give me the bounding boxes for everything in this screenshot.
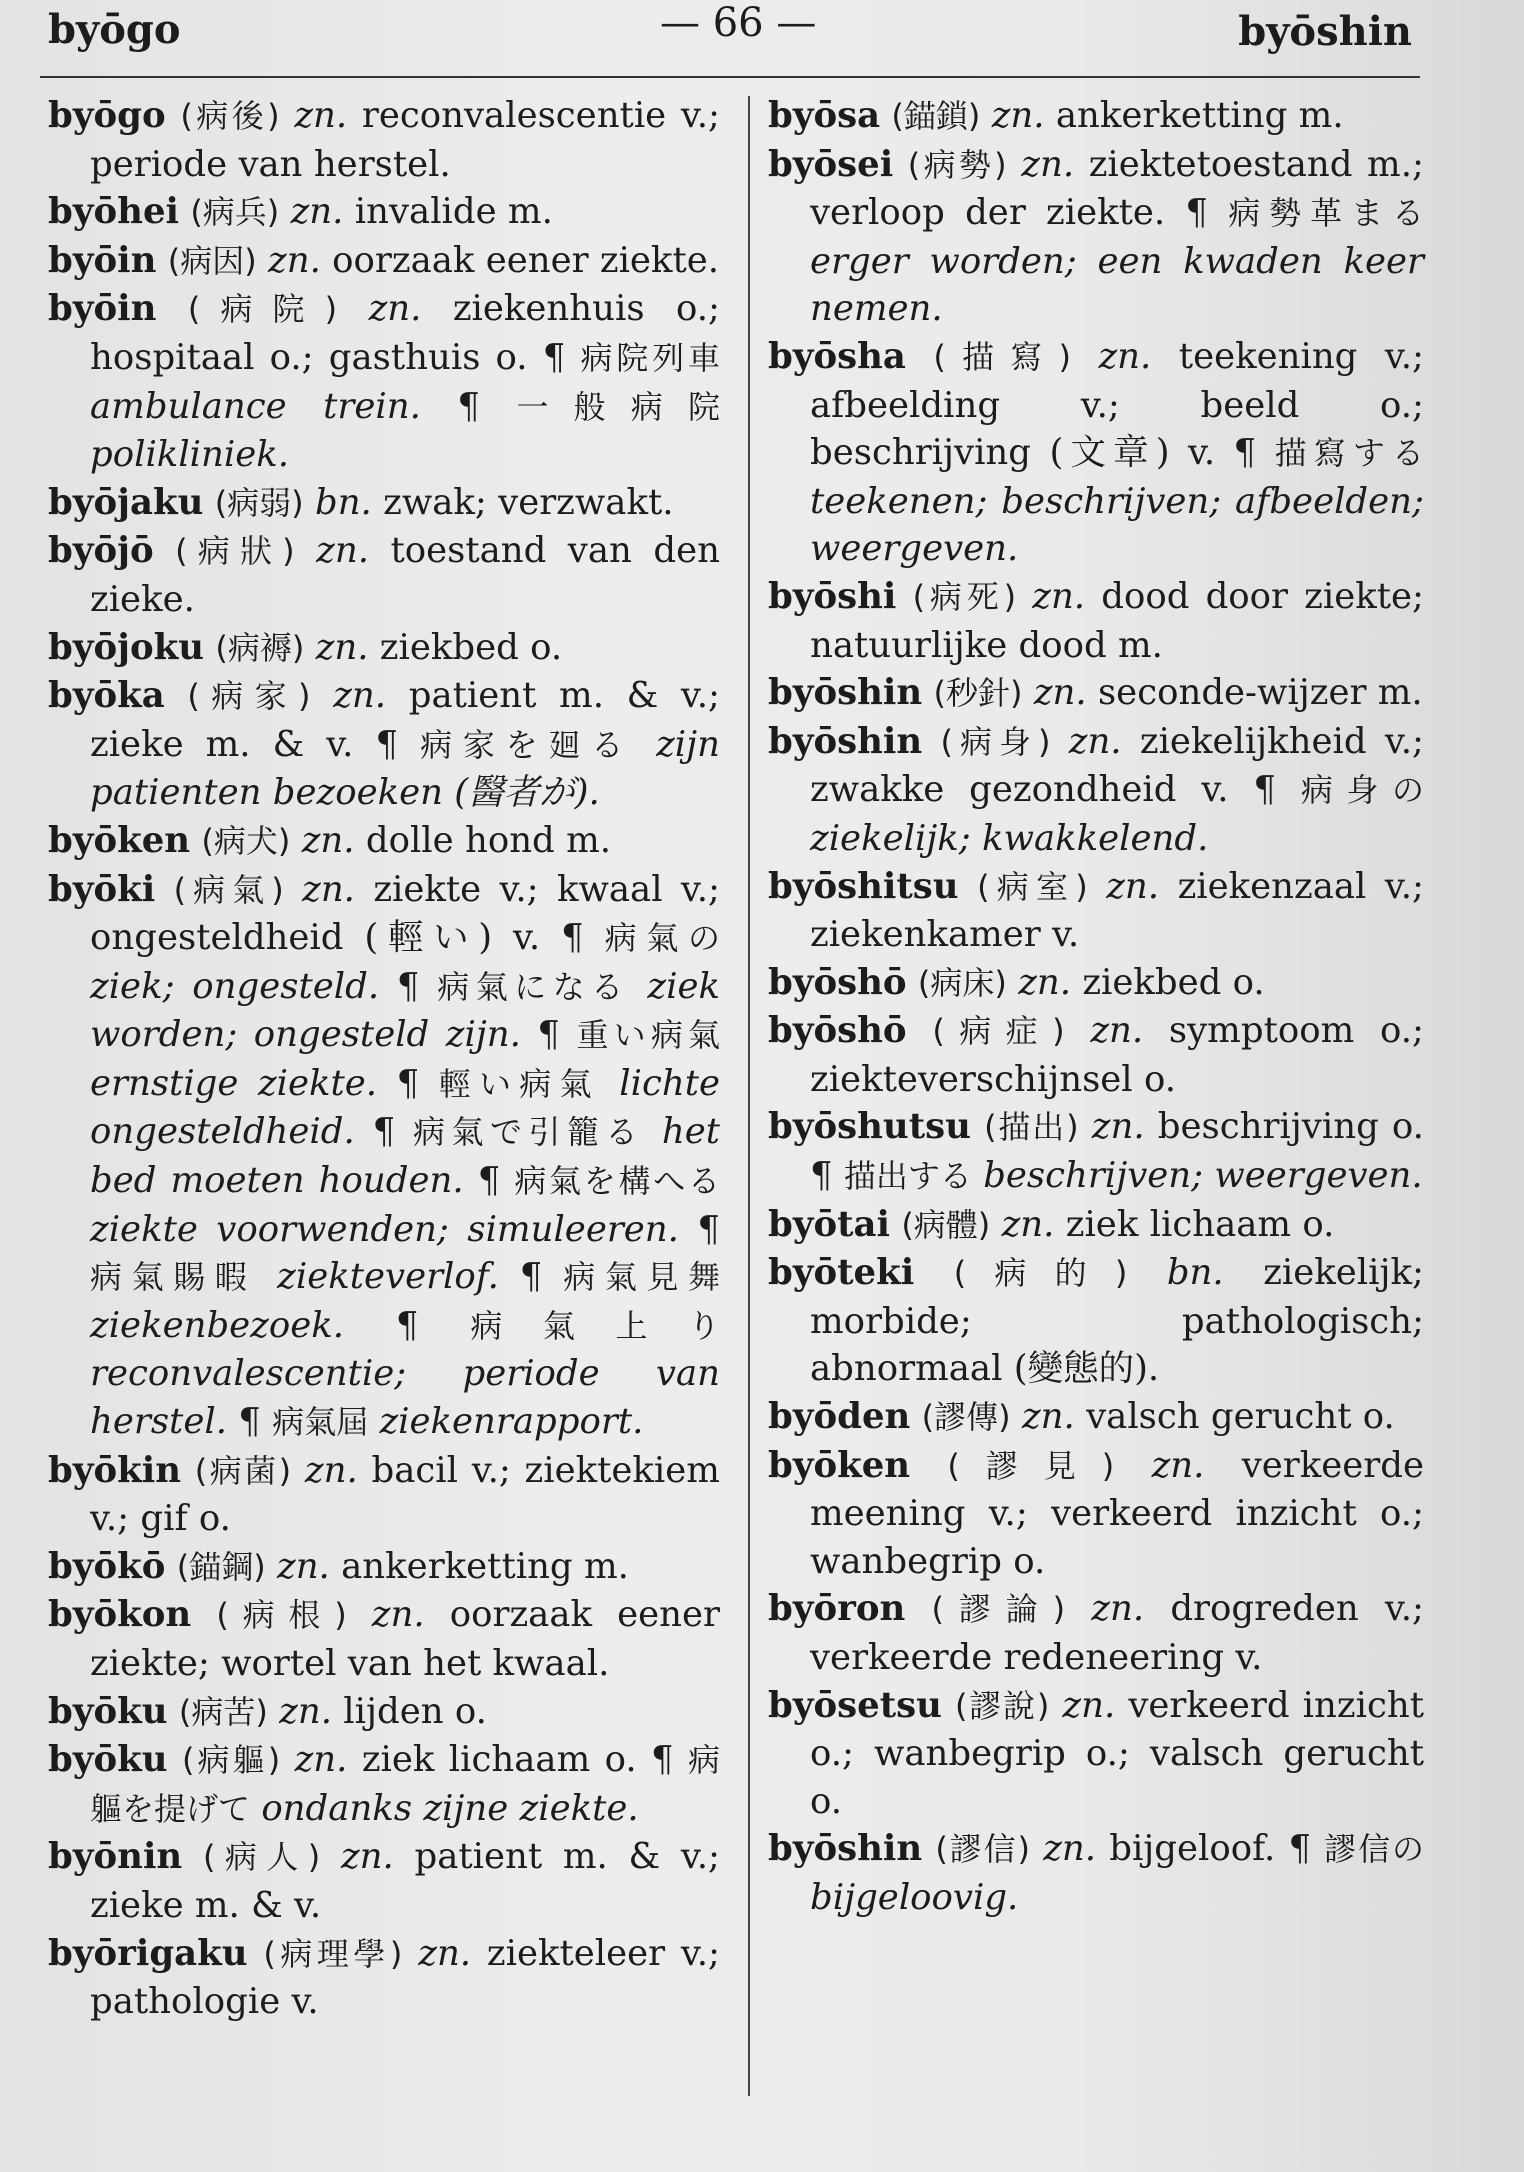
entry-headword: byōnin <box>48 1836 183 1878</box>
dictionary-entry <box>48 1736 720 1833</box>
entry-example: ¶ 描出する beschrijven; weergeven. <box>810 1155 1423 1197</box>
entry-headword: byōkon <box>48 1594 192 1636</box>
entry-definition: bacil v.; ziektekiem v.; gif o. <box>90 1449 720 1540</box>
entry-headword: byōku <box>48 1739 168 1781</box>
example-japanese: 病氣になる <box>437 967 630 1006</box>
entry-definition: ziekelijkheid v.; zwakke gezondheid v. <box>810 720 1424 811</box>
entry-kanji: (病後) <box>180 97 280 135</box>
entry-kanji: (秒針) <box>933 674 1023 713</box>
example-translation: reconvalescentie; periode van herstel. <box>90 1353 720 1443</box>
entry-headword: byōron <box>768 1588 906 1630</box>
entry-kanji: (錨鋼) <box>176 1547 266 1586</box>
entry-kanji: (錨鎖) <box>891 97 981 135</box>
dictionary-entry <box>768 863 1424 959</box>
entry-headword: byōjoku <box>48 626 205 668</box>
left-column <box>48 92 720 2026</box>
entry-kanji: (病理學) <box>263 1934 403 1973</box>
entry-kanji: (描出) <box>984 1108 1079 1147</box>
entry-headword: byōshō <box>768 961 907 1003</box>
entry-headword: byōka <box>48 675 165 717</box>
example-japanese: 病家を廻る <box>420 725 634 764</box>
entry-kanji: (病因) <box>167 241 257 280</box>
example-japanese: 謬信の <box>1324 1830 1424 1869</box>
entry-kanji: (謬說) <box>954 1686 1050 1725</box>
entry-headword: byōteki <box>768 1252 915 1294</box>
entry-grammar: zn. <box>315 626 369 668</box>
entry-example: ¶ 病氣の ziek; ongesteld. <box>90 917 720 1007</box>
entry-headword: byōin <box>48 288 157 330</box>
entry-grammar: zn. <box>1001 1203 1055 1245</box>
example-translation: het bed moeten houden. <box>90 1111 720 1202</box>
entry-example: ¶ 病氣を構へる ziekte voorwenden; simuleeren. <box>90 1160 720 1250</box>
example-translation: ziekte voorwenden; simuleeren. <box>90 1208 679 1250</box>
dictionary-entry <box>768 1442 1424 1586</box>
entry-kanji: (謬傳) <box>921 1398 1011 1437</box>
entry-example: ¶ 重い病氣 ernstige ziekte. <box>90 1014 721 1104</box>
entry-kanji: (描寫) <box>933 337 1071 376</box>
example-translation: ernstige ziekte. <box>90 1062 378 1104</box>
entry-grammar: zn. <box>1091 1588 1145 1630</box>
entry-kanji: (病勢) <box>907 145 1007 184</box>
entry-grammar: zn. <box>302 868 355 910</box>
example-japanese: 病氣上り <box>470 1306 720 1345</box>
entry-kanji: (病的) <box>953 1254 1128 1293</box>
entry-headword: byōrigaku <box>48 1932 248 1974</box>
entry-headword: byōshutsu <box>768 1106 971 1148</box>
entry-grammar: zn. <box>316 530 369 572</box>
entry-kanji: (病兵) <box>190 193 280 232</box>
entry-grammar: bn. <box>1166 1252 1224 1294</box>
entry-kanji: (病死) <box>912 577 1017 616</box>
entry-definition: reconvalescentie v.; periode van herstel. <box>90 95 720 185</box>
dictionary-entry <box>768 333 1424 573</box>
entry-grammar: zn. <box>1068 720 1122 762</box>
dictionary-entry <box>48 672 720 817</box>
example-translation: ziekenbezoek. <box>90 1304 345 1346</box>
entry-headword: byōsetsu <box>768 1684 942 1726</box>
example-translation: lichte ongesteldheid. <box>90 1062 720 1153</box>
entry-grammar: zn. <box>368 288 422 330</box>
entry-grammar: zn. <box>418 1932 472 1974</box>
entry-grammar: zn. <box>333 675 387 717</box>
entry-example: ¶ 病氣で引籠る het bed moeten houden. <box>90 1111 720 1202</box>
example-japanese: 病氣屆 <box>272 1403 369 1442</box>
entry-definition: zwak; verzwakt. <box>383 481 674 523</box>
example-japanese: 一般病院 <box>516 387 720 426</box>
entry-example: ¶ 病氣上り reconvalescentie; periode van herstel. <box>90 1304 720 1443</box>
example-japanese: 病軀を提げて <box>90 1741 720 1828</box>
dictionary-entry <box>768 1249 1424 1393</box>
entry-kanji: (病家) <box>187 677 311 716</box>
entry-grammar: zn. <box>1106 865 1160 907</box>
dictionary-entry <box>768 1393 1424 1442</box>
entry-example: ¶ 病家を廻る zijn patienten bezoeken (醫者が). <box>90 723 720 814</box>
example-japanese: 重い病氣 <box>576 1016 721 1055</box>
entry-definition: ziekbed o. <box>1082 961 1265 1003</box>
entry-definition: oorzaak eener ziekte; wortel van het kwaal. <box>90 1594 720 1684</box>
example-translation: ziek; ongesteld. <box>90 965 380 1007</box>
entry-kanji: (病症) <box>932 1012 1065 1051</box>
entry-headword: byōhei <box>48 191 180 233</box>
page-number: — 66 — <box>660 0 817 46</box>
entry-definition: teekening v.; afbeelding v.; beeld o.; beschrijving (文章) v. <box>810 335 1424 474</box>
dictionary-entry <box>768 1825 1424 1921</box>
entry-example: ¶ 病氣になる ziek worden; ongesteld zijn. <box>90 965 720 1056</box>
dictionary-entry <box>48 237 720 286</box>
entry-headword: byōtai <box>768 1203 891 1245</box>
entry-definition: dolle hond m. <box>365 819 612 861</box>
entry-definition: ziekteleer v.; pathologie v. <box>90 1932 720 2023</box>
entry-definition: patient m. & v.; zieke m. & v. <box>90 1836 720 1926</box>
entry-headword: byōgo <box>48 95 166 136</box>
entry-definition: ziekenzaal v.; ziekenkamer v. <box>810 865 1424 956</box>
example-japanese: 病氣の <box>604 919 720 958</box>
entry-kanji: (病根) <box>216 1596 347 1635</box>
entry-grammar: zn. <box>279 1690 332 1732</box>
dictionary-entry <box>768 573 1424 669</box>
entry-example: ¶ 病身の ziekelijk; kwakkelend. <box>810 769 1424 859</box>
entry-grammar: zn. <box>294 1739 348 1781</box>
dictionary-entry <box>48 1688 720 1737</box>
dictionary-entry <box>48 1543 720 1592</box>
entry-example: ¶ 病軀を提げて ondanks zijne ziekte. <box>90 1739 720 1829</box>
entry-headword: byōshin <box>768 672 923 714</box>
example-translation: erger worden; een kwaden keer nemen. <box>810 240 1424 330</box>
example-japanese: 病氣見舞 <box>563 1258 720 1297</box>
entry-definition: ziekbed o. <box>379 626 563 668</box>
entry-kanji: (病軀) <box>181 1741 281 1780</box>
entry-definition: toestand van den zieke. <box>90 530 720 620</box>
example-translation: teekenen; beschrijven; afbeelden; weergeven. <box>810 480 1424 570</box>
entry-example: ¶ 病氣見舞 ziekenbezoek. <box>90 1256 720 1346</box>
example-translation: ziekteverlof. <box>277 1256 499 1298</box>
entry-headword: byōken <box>768 1444 911 1486</box>
dictionary-entry <box>48 479 720 528</box>
dictionary-entry <box>768 1201 1424 1250</box>
entry-grammar: zn. <box>1098 335 1152 377</box>
dictionary-entry <box>768 718 1424 863</box>
entry-definition: dood door ziekte; natuurlijke dood m. <box>810 575 1424 666</box>
entry-kanji: (病弱) <box>214 483 304 522</box>
entry-kanji: (病氣) <box>173 870 284 909</box>
entry-kanji: (病室) <box>977 867 1088 906</box>
entry-definition: invalide m. <box>354 191 553 233</box>
dictionary-entry <box>768 92 1424 141</box>
entry-headword: byōkin <box>48 1449 182 1491</box>
entry-headword: byōsa <box>768 95 881 136</box>
example-translation: ambulance trein. <box>90 385 421 427</box>
entry-kanji: (病苦) <box>178 1692 268 1731</box>
entry-definition: verkeerde meening v.; verkeerd inzicht o.; wanbegrip o. <box>810 1444 1424 1582</box>
entry-grammar: zn. <box>1021 143 1075 185</box>
entry-headword: byōken <box>48 819 191 861</box>
example-translation: zijn patienten bezoeken (醫者が). <box>90 723 720 814</box>
dictionary-entry <box>48 866 720 1447</box>
dictionary-entry <box>768 141 1424 333</box>
entry-grammar: zn. <box>371 1594 425 1636</box>
dictionary-entry <box>48 527 720 623</box>
entry-definition: ziekte v.; kwaal v.; ongesteldheid (輕い) v. <box>90 868 720 959</box>
entry-example: ¶ 病院列車 ambulance trein. <box>90 336 720 427</box>
entry-grammar: zn. <box>1151 1444 1205 1486</box>
entry-grammar: zn. <box>1021 1396 1075 1438</box>
entry-definition: bijgeloof. <box>1109 1828 1276 1870</box>
entry-definition: ankerketting m. <box>341 1545 629 1587</box>
entry-definition: symptoom o.; ziekteverschijnsel o. <box>810 1010 1424 1100</box>
entry-headword: byōjaku <box>48 481 204 523</box>
entry-headword: byōjō <box>48 530 154 572</box>
example-japanese: 描出する <box>843 1157 972 1196</box>
entry-grammar: zn. <box>1091 1106 1145 1148</box>
example-translation: polikliniek. <box>90 434 290 476</box>
entry-definition: drogreden v.; verkeerde redeneering v. <box>810 1588 1424 1678</box>
entry-headword: byōden <box>768 1396 911 1438</box>
entry-kanji: (謬論) <box>931 1590 1066 1629</box>
entry-kanji: (病人) <box>202 1838 321 1877</box>
example-translation: bijgeloovig. <box>810 1876 1019 1918</box>
entry-grammar: zn. <box>1018 961 1072 1003</box>
entry-headword: byōshō <box>768 1010 907 1052</box>
entry-kanji: (病院) <box>187 290 338 329</box>
entry-definition: valsch gerucht o. <box>1086 1396 1395 1438</box>
entry-grammar: zn. <box>340 1836 394 1878</box>
page-header <box>0 0 1524 80</box>
example-translation: ziek worden; ongesteld zijn. <box>90 965 720 1056</box>
dictionary-entry <box>48 624 720 673</box>
entry-definition: oorzaak eener ziekte. <box>332 239 719 281</box>
entry-kanji: (病體) <box>901 1205 991 1244</box>
example-translation: ziekenrapport. <box>379 1401 644 1443</box>
example-japanese: 輕い病氣 <box>438 1064 600 1103</box>
entry-kanji: (謬見) <box>947 1446 1115 1485</box>
example-japanese: 病勢革まる <box>1228 194 1424 233</box>
entry-kanji: (病犬) <box>201 821 291 860</box>
entry-headword: byōshitsu <box>768 865 959 907</box>
entry-headword: byōshin <box>768 720 923 762</box>
entry-definition: ankerketting m. <box>1055 95 1344 136</box>
example-japanese: 病身の <box>1300 771 1424 810</box>
dictionary-entry <box>48 1591 720 1687</box>
entry-kanji: (病菌) <box>194 1451 292 1490</box>
header-rule <box>40 76 1420 78</box>
dictionary-entry <box>768 1585 1424 1681</box>
entry-headword: byōki <box>48 868 156 910</box>
dictionary-entry <box>48 1930 720 2026</box>
dictionary-entry <box>768 1103 1424 1200</box>
entry-definition: ziekenhuis o.; hospitaal o.; gasthuis o. <box>90 288 720 378</box>
dictionary-entry <box>48 1447 720 1543</box>
entry-definition: seconde-wijzer m. <box>1097 672 1423 714</box>
entry-grammar: zn. <box>1090 1010 1144 1052</box>
entry-definition: ziekelijk; morbide; pathologisch; abnormaal (變態的). <box>810 1252 1424 1390</box>
entry-definition: patient m. & v.; zieke m. & v. <box>90 675 720 765</box>
example-translation: ziekelijk; kwakkelend. <box>810 817 1209 859</box>
dictionary-entry <box>768 1007 1424 1103</box>
entry-example: ¶ 描寫する teekenen; beschrijven; afbeelden; weergeven. <box>810 432 1424 570</box>
entry-grammar: zn. <box>304 1449 358 1491</box>
entry-headword: byōku <box>48 1690 168 1732</box>
example-japanese: 病氣賜暇 <box>90 1258 257 1297</box>
entry-definition: ziek lichaam o. <box>361 1739 637 1781</box>
entry-kanji: (病身) <box>940 722 1051 761</box>
entry-headword: byōin <box>48 239 157 281</box>
dictionary-entry <box>768 1682 1424 1826</box>
entry-grammar: zn. <box>290 191 344 233</box>
example-japanese: 病氣を構へる <box>514 1162 720 1201</box>
entry-example: ¶ 輕い病氣 lichte ongesteldheid. <box>90 1062 720 1153</box>
entry-grammar: bn. <box>314 481 372 523</box>
entry-example: ¶ 一般病院 polikliniek. <box>90 385 720 476</box>
entry-grammar: zn. <box>1033 672 1087 714</box>
header-right-guideword: byōshin <box>1238 8 1412 55</box>
entry-headword: byōsei <box>768 143 894 185</box>
dictionary-entry <box>768 959 1424 1008</box>
entry-headword: byōshin <box>768 1828 923 1870</box>
entry-kanji: (病狀) <box>175 532 295 571</box>
entry-example: ¶ 病氣屆 ziekenrapport. <box>226 1401 644 1443</box>
entry-grammar: zn. <box>991 95 1045 136</box>
dictionary-entry <box>48 92 720 188</box>
entry-kanji: (病褥) <box>215 628 305 667</box>
entry-definition: verkeerd inzicht o.; wanbegrip o.; valsch gerucht o. <box>810 1684 1424 1822</box>
dictionary-entry <box>48 817 720 866</box>
entry-grammar: zn. <box>301 819 355 861</box>
entry-grammar: zn. <box>276 1545 330 1587</box>
entry-example: ¶ 病勢革まる erger worden; een kwaden keer nemen. <box>810 192 1424 330</box>
entry-definition: lijden o. <box>343 1690 487 1732</box>
right-column <box>768 92 1424 1922</box>
dictionary-entry <box>768 669 1424 718</box>
entry-grammar: zn. <box>268 239 321 281</box>
example-japanese: 病院列車 <box>580 338 720 377</box>
dictionary-entry <box>48 285 720 478</box>
entry-definition: ziek lichaam o. <box>1065 1203 1335 1245</box>
dictionary-entry <box>48 1833 720 1929</box>
header-left-guideword: byōgo <box>48 6 181 53</box>
entry-kanji: (謬信) <box>935 1830 1031 1869</box>
entry-grammar: zn. <box>294 95 348 136</box>
entry-grammar: zn. <box>1062 1684 1116 1726</box>
entry-grammar: zn. <box>1032 575 1086 617</box>
column-divider <box>748 96 750 2096</box>
entry-definition: beschrijving o. <box>1157 1106 1424 1148</box>
entry-grammar: zn. <box>1043 1828 1097 1870</box>
example-japanese: 病氣で引籠る <box>412 1113 645 1152</box>
entry-example: ¶ 病氣賜暇 ziekteverlof. <box>90 1208 720 1298</box>
example-translation: beschrijven; weergeven. <box>983 1155 1423 1197</box>
entry-headword: byōshi <box>768 575 897 617</box>
entry-example: ¶ 謬信の bijgeloovig. <box>810 1828 1424 1918</box>
entry-kanji: (病床) <box>917 963 1007 1002</box>
entry-headword: byōsha <box>768 335 906 377</box>
entry-definition: ziektetoestand m.; verloop der ziekte. <box>810 143 1424 234</box>
example-translation: ondanks zijne ziekte. <box>261 1787 639 1829</box>
example-japanese: 描寫する <box>1274 434 1424 473</box>
entry-headword: byōkō <box>48 1545 166 1587</box>
dictionary-entry <box>48 188 720 237</box>
